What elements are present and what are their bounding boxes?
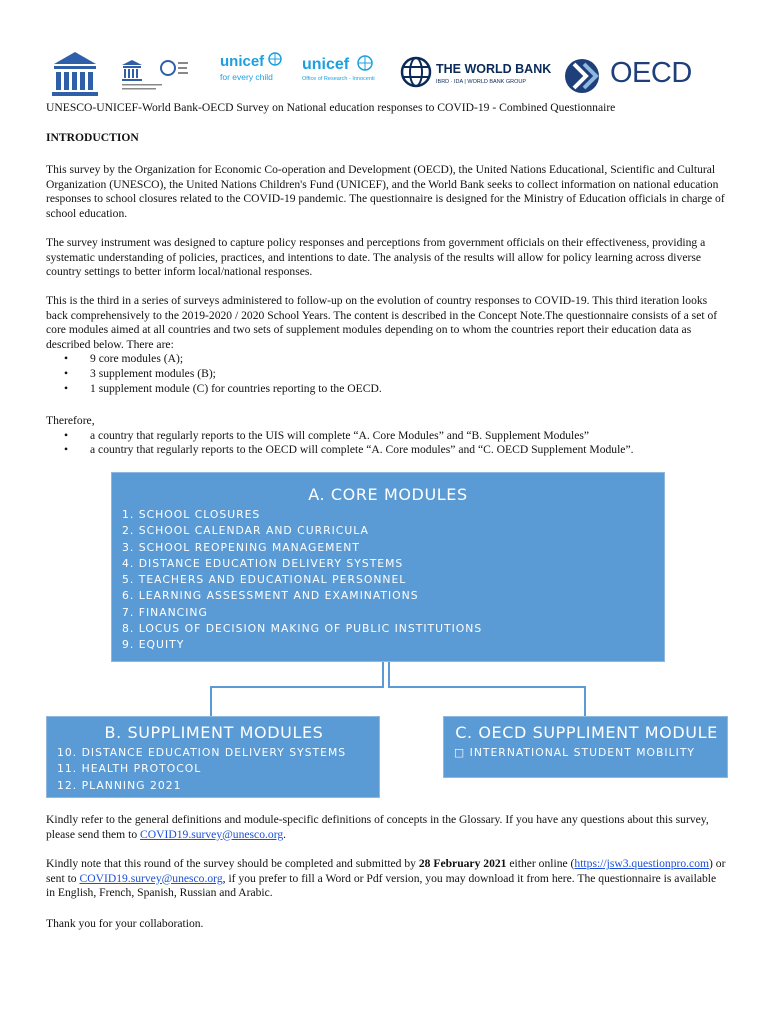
- paragraph-glossary: [46, 813, 726, 842]
- submission-email-link[interactable]: COVID19.survey@unesco.org: [79, 871, 223, 885]
- paragraph-therefore: [46, 414, 726, 458]
- list-item: • 9 core modules (A);: [46, 352, 726, 367]
- module-item: 9. EQUITY: [122, 638, 185, 652]
- therefore-text: Therefore,: [46, 414, 95, 427]
- paragraph-structure: [46, 294, 726, 396]
- connector-left-drop: [210, 686, 212, 716]
- paragraph-structure-text: This is the third in a series of surveys administered to follow-up on the evolution of country responses to COVID-19. This third iteration looks back comprehensively to the 2019-2020 / 2020 School Years. The content is described in the Concept Note.The questionnaire consists of a set of core modules aimed at all countries and two sets of supplement modules depending on to whom the countries report their education data as described below. There are:: [46, 294, 718, 351]
- oecd-supplement-module-box: [443, 716, 728, 778]
- connector-left-vertical: [382, 662, 384, 688]
- world-bank-tagline: IBRD · IDA | WORLD BANK GROUP: [436, 79, 527, 85]
- glossary-text-end: .: [283, 827, 287, 841]
- paragraph-purpose: This survey by the Organization for Economic Co-operation and Development (OECD), the United Nations Educational, Scientific and Cultural Organization (UNESCO), the United Nations Children's Fund (UNICEF), and the World Bank seeks to collect information on national education responses to school closures related to the COVID-19 pandemic. The questionnaire is designed for the Ministry of Education officials in charge of school education.: [46, 163, 725, 220]
- oecd-wordmark: OECD: [610, 57, 692, 89]
- deadline-text-4: , if you prefer to fill a Word or Pdf version, you may download it from here. The questionnaire is available in English, French, Spanish, Russian and Arabic.: [46, 871, 717, 900]
- core-modules-box: [111, 472, 665, 662]
- glossary-text: Kindly refer to the general definitions and module-specific definitions of concepts in the Glossary. If you have any questions about this survey, please send them to: [46, 813, 709, 841]
- module-item: 6. LEARNING ASSESSMENT AND EXAMINATIONS: [122, 589, 419, 603]
- module-item: 5. TEACHERS AND EDUCATIONAL PERSONNEL: [122, 573, 407, 587]
- deadline-text: Kindly note that this round of the survey should be completed and submitted by: [46, 857, 419, 870]
- unicef-innocenti-logo: [302, 48, 392, 100]
- list-item: • 1 supplement module (C) for countries reporting to the OECD.: [46, 382, 726, 397]
- module-item: 3. SCHOOL REOPENING MANAGEMENT: [122, 540, 360, 554]
- logo-strip: [44, 48, 724, 100]
- oecd-globe-icon: [564, 58, 604, 94]
- document-title: UNESCO-UNICEF-World Bank-OECD Survey on National education responses to COVID-19 - Combined Questionnaire: [46, 101, 616, 114]
- unicef-innocenti-tagline: Office of Research - Innocenti: [302, 76, 375, 82]
- unicef-logo: [220, 48, 300, 100]
- world-bank-wordmark: THE WORLD BANK: [436, 62, 552, 76]
- list-item: • 3 supplement modules (B);: [46, 367, 726, 382]
- introduction-heading: INTRODUCTION: [46, 131, 139, 144]
- world-bank-globe-icon: [400, 56, 432, 88]
- module-item: 12. PLANNING 2021: [57, 778, 182, 792]
- country-rules-list: [46, 429, 726, 458]
- module-item: 10. DISTANCE EDUCATION DELIVERY SYSTEMS: [57, 746, 347, 759]
- deadline-date: 28 February 2021: [418, 857, 507, 870]
- module-item: □ INTERNATIONAL STUDENT MOBILITY: [454, 746, 696, 759]
- deadline-text-3: ) or sent to: [46, 857, 726, 885]
- module-item: 2. SCHOOL CALENDAR AND CURRICULA: [122, 524, 369, 538]
- oecd-supplement-module-title: C. OECD SUPPLIMENT MODULE: [455, 723, 718, 742]
- unicef-wordmark: unicef: [220, 53, 265, 70]
- supplement-modules-box: [46, 716, 380, 798]
- world-bank-logo: [400, 48, 560, 100]
- paragraph-instrument: The survey instrument was designed to capture policy responses and perceptions from government officials on their effectiveness, providing a systematic understanding of policies, practices, and intentions to date. The analysis of the results will allow for policy learning across diverse country settings to better inform local/national responses.: [46, 236, 706, 279]
- connector-right-drop: [584, 686, 586, 716]
- module-item: 7. FINANCING: [122, 605, 208, 619]
- oecd-logo: [564, 48, 724, 100]
- connector-left-horizontal: [210, 686, 384, 688]
- unicef-innocenti-globe-icon: [357, 55, 373, 71]
- unicef-innocenti-wordmark: unicef: [302, 56, 350, 73]
- unesco-logo: [50, 48, 100, 100]
- list-item: • a country that regularly reports to the OECD will complete “A. Core modules” and “C. OECD Supplement Module”.: [46, 443, 726, 458]
- module-item: 1. SCHOOL CLOSURES: [122, 508, 261, 521]
- unicef-globe-icon: [268, 52, 282, 66]
- questionpro-link[interactable]: https://jsw3.questionpro.com: [574, 857, 710, 870]
- module-count-list: [46, 352, 726, 396]
- core-modules-title: A. CORE MODULES: [308, 485, 468, 504]
- module-item: 8. LOCUS OF DECISION MAKING OF PUBLIC INSTITUTIONS: [122, 622, 483, 636]
- unesco-institute-logo: [120, 48, 190, 100]
- deadline-text-2: either online (: [506, 857, 575, 870]
- supplement-modules-title: B. SUPPLIMENT MODULES: [104, 723, 324, 742]
- unicef-tagline: for every child: [220, 72, 273, 82]
- connector-right-vertical: [388, 662, 390, 688]
- contact-email-link[interactable]: COVID19.survey@unesco.org: [140, 827, 284, 841]
- module-item: 4. DISTANCE EDUCATION DELIVERY SYSTEMS: [122, 556, 404, 570]
- connector-right-horizontal: [388, 686, 586, 688]
- paragraph-deadline: [46, 857, 726, 901]
- list-item: • a country that regularly reports to the UIS will complete “A. Core Modules” and “B. Supplement Modules”: [46, 429, 726, 444]
- module-item: 11. HEALTH PROTOCOL: [57, 762, 202, 776]
- closing-thanks: Thank you for your collaboration.: [46, 917, 204, 930]
